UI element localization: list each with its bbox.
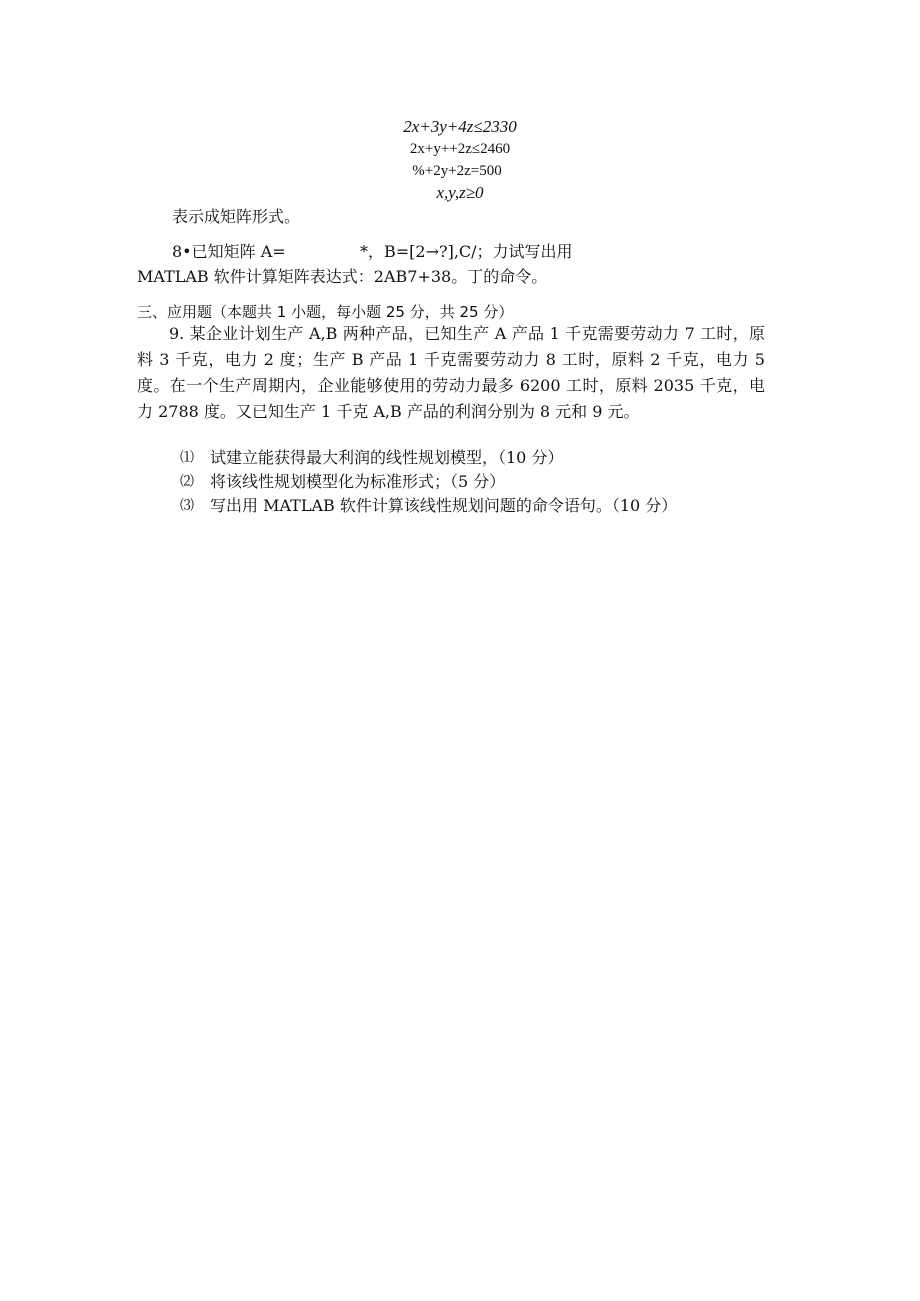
- sub-question-number: ⑴: [180, 450, 194, 466]
- constraint-system: [0, 116, 920, 204]
- sub-question-text: 试建立能获得最大利润的线性规划模型，（10 分）: [210, 448, 564, 467]
- equation-line-2: 2x+y++2z≤2460: [409, 141, 511, 157]
- equation-line-4: x,y,z≥0: [436, 183, 484, 202]
- q9-sub-question-2: [180, 470, 780, 494]
- q7-tail-text: 表示成矩阵形式。: [172, 207, 301, 226]
- q8-line-1-part-1: 8•已知矩阵 A=: [172, 242, 286, 261]
- sub-question-text: 将该线性规划模型化为标准形式；（5 分）: [210, 472, 506, 491]
- q9-sub-question-1: [180, 446, 780, 470]
- equation-line-1: 2x+3y+4z≤2330: [403, 117, 517, 136]
- equation-line-3: %+2y+2z=500: [412, 163, 502, 179]
- sub-question-number: ⑶: [180, 498, 194, 514]
- q9-sub-question-list: [180, 446, 780, 518]
- q9-paragraph: 9. 某企业计划生产 A,B 两种产品，已知生产 A 产品 1 千克需要劳动力 7 工时，原料 3 千克，电力 2 度；生产 B 产品 1 千克需要劳动力 8 工时，原料 2 千克，电力 5 度。在一个生产周期内，企业能够使用的劳动力最多 6200 工时，原料 2035 千克，电力 2788 度。又已知生产 1 千克 A,B 产品的利润分别为 8 元和 9 元。: [137, 324, 765, 421]
- sub-question-number: ⑵: [180, 474, 194, 490]
- q8-line-1-part-2: *，B=[2→?],C/；力试写出用: [360, 242, 573, 261]
- q8-line-2: MATLAB 软件计算矩阵表达式：2AB7+38。丁的命令。: [137, 267, 548, 286]
- q9-sub-question-3: [180, 494, 780, 518]
- section-3-heading: 三、应用题（本题共 1 小题，每小题 25 分，共 25 分）: [137, 303, 514, 321]
- sub-question-text: 写出用 MATLAB 软件计算该线性规划问题的命令语句。（10 分）: [210, 496, 678, 515]
